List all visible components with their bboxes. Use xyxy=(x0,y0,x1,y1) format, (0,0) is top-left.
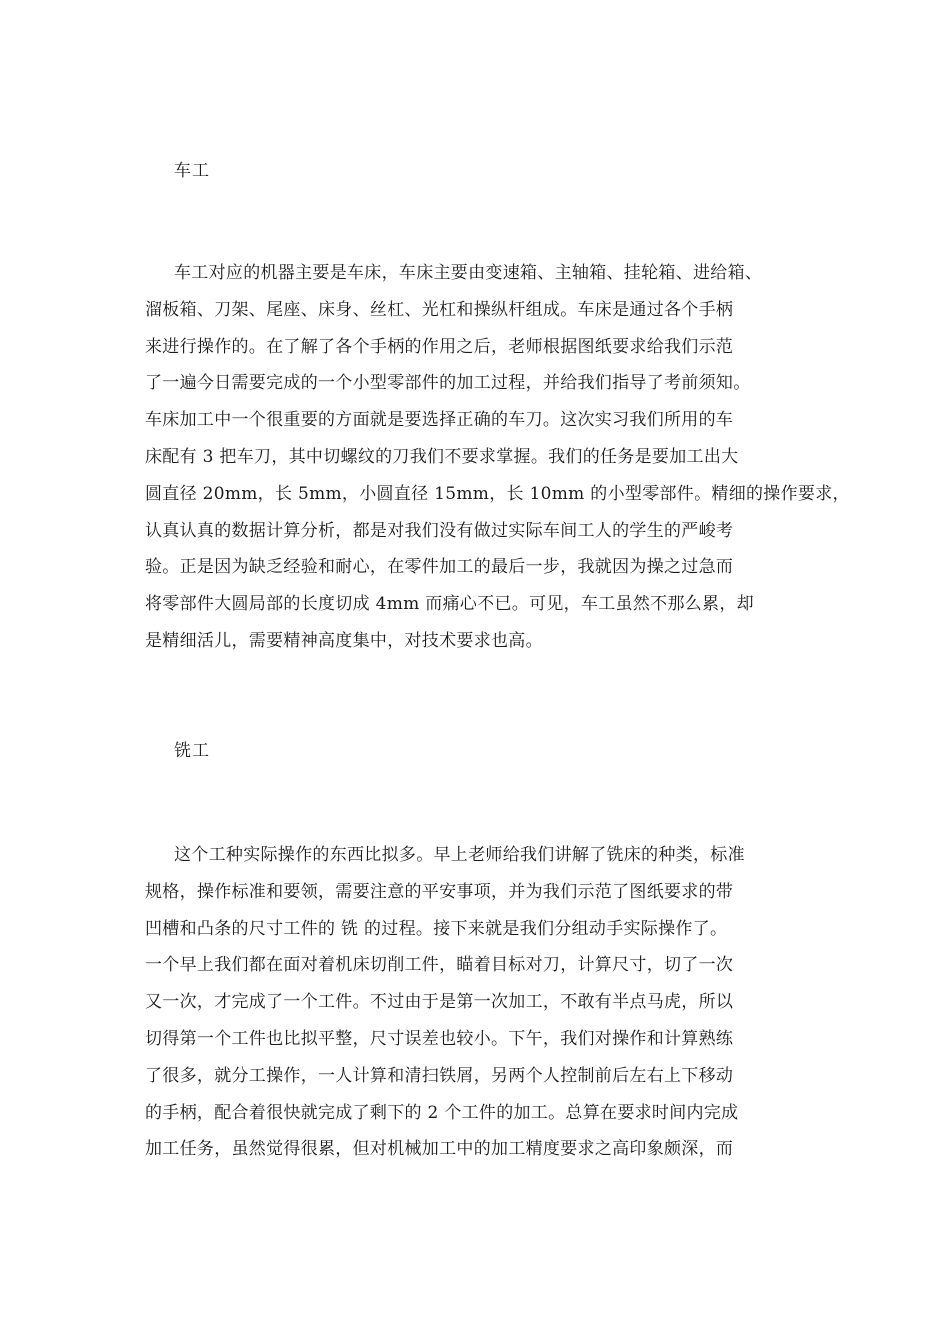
section-heading-turning: 车工 xyxy=(174,161,210,181)
paragraph-line: 加工任务，虽然觉得很累，但对机械加工中的加工精度要求之高印象颇深，而 xyxy=(145,1139,734,1160)
paragraph-line: 验。正是因为缺乏经验和耐心，在零件加工的最后一步，我就因为操之过急而 xyxy=(145,557,734,578)
paragraph-line: 这个工种实际操作的东西比拟多。早上老师给我们讲解了铣床的种类，标准 xyxy=(174,845,745,865)
paragraph-line: 切得第一个工件也比拟平整，尺寸误差也较小。下午，我们对操作和计算熟练 xyxy=(145,1028,734,1049)
paragraph-line: 将零部件大圆局部的长度切成 4mm 而痛心不已。可见，车工虽然不那么累，却 xyxy=(145,594,754,615)
paragraph-line: 车工对应的机器主要是车床，车床主要由变速箱、主轴箱、挂轮箱、进给箱、 xyxy=(174,263,763,283)
section-heading-milling: 铣工 xyxy=(174,741,210,761)
paragraph-line: 一个早上我们都在面对着机床切削工件，瞄着目标对刀，计算尺寸，切了一次 xyxy=(145,955,734,976)
paragraph-line: 凹槽和凸条的尺寸工件的 铣 的过程。接下来就是我们分组动手实际操作了。 xyxy=(145,918,728,939)
paragraph-line: 来进行操作的。在了解了各个手柄的作用之后，老师根据图纸要求给我们示范 xyxy=(145,336,734,357)
paragraph-line: 了很多，就分工操作，一人计算和清扫铁屑，另两个人控制前后左右上下移动 xyxy=(145,1065,734,1086)
paragraph-milling xyxy=(145,837,845,1168)
paragraph-line: 溜板箱、刀架、尾座、床身、丝杠、光杠和操纵杆组成。车床是通过各个手柄 xyxy=(145,299,734,320)
paragraph-line: 又一次，才完成了一个工件。不过由于是第一次加工，不敢有半点马虎，所以 xyxy=(145,992,734,1013)
paragraph-line: 车床加工中一个很重要的方面就是要选择正确的车刀。这次实习我们所用的车 xyxy=(145,410,734,431)
paragraph-line: 是精细活儿，需要精神高度集中，对技术要求也高。 xyxy=(145,630,543,651)
paragraph-line: 床配有 3 把车刀，其中切螺纹的刀我们不要求掌握。我们的任务是要加工出大 xyxy=(145,446,739,467)
paragraph-line: 了一遍今日需要完成的一个小型零部件的加工过程，并给我们指导了考前须知。 xyxy=(145,373,751,394)
paragraph-turning xyxy=(145,255,850,660)
paragraph-line: 圆直径 20mm，长 5mm，小圆直径 15mm，长 10mm 的小型零部件。精细的操作要求， xyxy=(145,483,850,504)
paragraph-line: 规格，操作标准和要领，需要注意的平安事项，并为我们示范了图纸要求的带 xyxy=(145,881,734,902)
paragraph-line: 的手柄，配合着很快就完成了剩下的 2 个工件的加工。总算在要求时间内完成 xyxy=(145,1102,739,1123)
paragraph-line: 认真认真的数据计算分析，都是对我们没有做过实际车间工人的学生的严峻考 xyxy=(145,520,734,541)
